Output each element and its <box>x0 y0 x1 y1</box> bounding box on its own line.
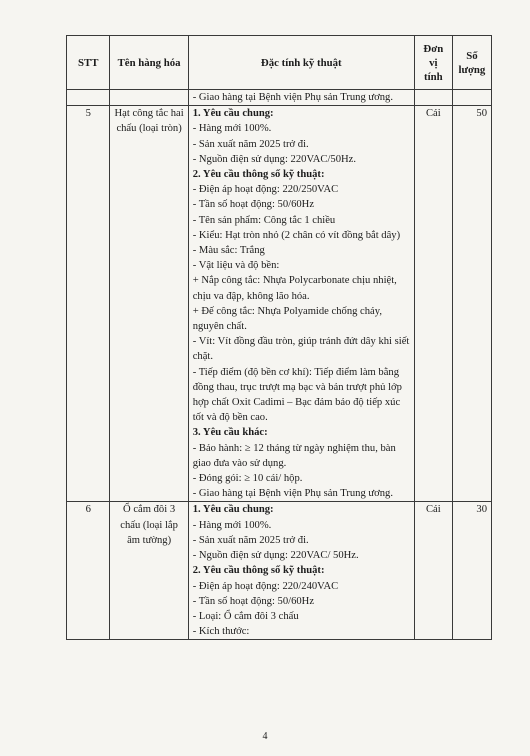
spec-line: - Giao hàng tại Bệnh viện Phụ sản Trung ương. <box>192 488 393 500</box>
spec-heading: 2. Yêu cầu thông số kỹ thuật: <box>192 169 325 181</box>
spec-line: - Vật liệu và độ bền: <box>192 260 280 272</box>
header-unit: Đơn vị tính <box>414 36 452 90</box>
spec-line: - Hàng mới 100%. <box>192 519 272 531</box>
spec-heading: 1. Yêu cầu chung: <box>192 504 274 516</box>
spec-line: - Bảo hành: ≥ 12 tháng từ ngày nghiệm thu, bàn giao đưa vào sử dụng. <box>192 442 396 469</box>
item-name: Hạt công tắc hai chấu (loại tròn) <box>110 106 188 502</box>
table-row-continued <box>67 90 492 106</box>
spec-line: - Loại: Ổ cắm đôi 3 chấu <box>192 610 299 622</box>
spec-line: - Sản xuất năm 2025 trở đi. <box>192 534 309 546</box>
spec-line: - Nguồn điện sử dụng: 220VAC/50Hz. <box>192 153 356 165</box>
spec-cell-continued <box>188 90 414 106</box>
item-name: Ổ cắm đôi 3 chấu (loại lắp âm tường) <box>110 502 188 640</box>
spec-line: - Kiểu: Hạt tròn nhỏ (2 chân có vít đồng bắt dây) <box>192 229 401 241</box>
spec-cell-item-5 <box>188 106 414 502</box>
spec-line: - Tên sản phẩm: Công tắc 1 chiều <box>192 214 336 226</box>
spec-line: - Tần số hoạt động: 50/60Hz <box>192 199 315 211</box>
header-spec: Đặc tính kỹ thuật <box>188 36 414 90</box>
spec-heading: 3. Yêu cầu khác: <box>192 427 268 439</box>
spec-cell-item-6 <box>188 502 414 640</box>
spec-line: - Tiếp điểm (độ bền cơ khí): Tiếp điểm làm bằng đồng thau, trục trượt mạ bạc và bản trượt phủ lớp hợp chất Oxit Cadimi – Bạc đảm bảo độ tiếp xúc tốt và độ bền cao. <box>192 366 402 424</box>
item-qty: 30 <box>452 502 491 640</box>
table-row-item-5 <box>67 106 492 502</box>
spec-line: - Giao hàng tại Bệnh viện Phụ sản Trung ương. <box>192 92 393 103</box>
header-stt: STT <box>67 36 110 90</box>
spec-line: + Đế công tắc: Nhựa Polyamide chống cháy, nguyên chất. <box>192 305 383 333</box>
page-number: 4 <box>262 731 268 742</box>
table-row-item-6 <box>67 502 492 640</box>
item-unit: Cái <box>414 502 452 640</box>
spec-heading: 1. Yêu cầu chung: <box>192 108 274 120</box>
spec-line: + Nắp công tắc: Nhựa Polycarbonate chịu nhiệt, chịu va đập, không lão hóa. <box>192 275 397 302</box>
spec-line: - Nguồn điện sử dụng: 220VAC/ 50Hz. <box>192 550 359 562</box>
header-qty: Số lượng <box>452 36 491 90</box>
table-header-row <box>67 36 492 90</box>
item-stt: 5 <box>67 106 110 502</box>
spec-line: - Kích thước: <box>192 626 250 638</box>
spec-line: - Màu sắc: Trắng <box>192 245 265 257</box>
spec-line: - Điện áp hoạt động: 220/250VAC <box>192 184 339 196</box>
spec-line: - Sản xuất năm 2025 trở đi. <box>192 138 309 150</box>
spec-line: - Tần số hoạt động: 50/60Hz <box>192 595 315 607</box>
item-stt: 6 <box>67 502 110 640</box>
header-name: Tên hàng hóa <box>110 36 188 90</box>
spec-line: - Vít: Vít đồng đầu tròn, giúp tránh đứt dây khi siết chặt. <box>192 336 410 363</box>
spec-table <box>66 35 492 640</box>
spec-line: - Điện áp hoạt động: 220/240VAC <box>192 580 339 592</box>
spec-line: - Hàng mới 100%. <box>192 123 272 135</box>
item-unit: Cái <box>414 106 452 502</box>
spec-heading: 2. Yêu cầu thông số kỹ thuật: <box>192 565 325 577</box>
spec-line: - Đóng gói: ≥ 10 cái/ hộp. <box>192 473 303 485</box>
item-qty: 50 <box>452 106 491 502</box>
